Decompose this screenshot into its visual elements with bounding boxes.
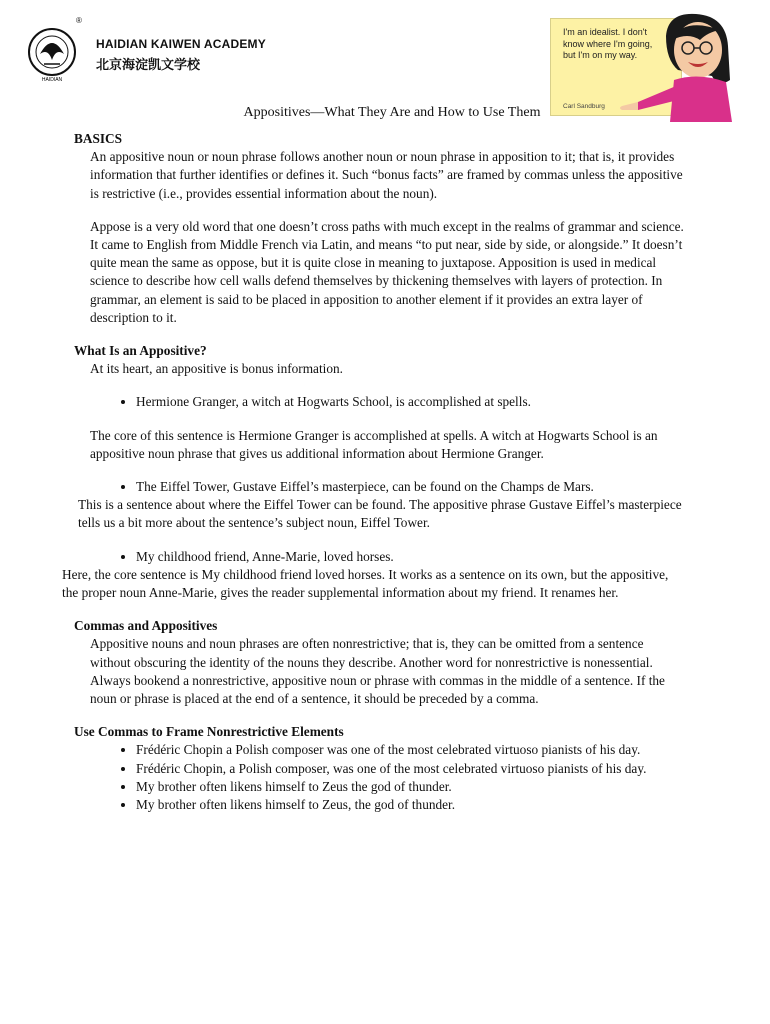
heading-basics: BASICS	[74, 131, 123, 146]
quote-text: I'm an idealist. I don't know where I'm going, but I'm on my way.	[563, 27, 653, 60]
list-item: • My brother often likens himself to Zeus the god of thunder.	[136, 778, 684, 796]
registered-mark: ®	[76, 16, 82, 25]
document-title: Appositives—What They Are and How to Use Them	[243, 105, 541, 120]
basics-paragraph-1: An appositive noun or noun phrase follows another noun or noun phrase in apposition to it; that is, it provides information that further identifies or defines it. Such “bonus facts” are framed by commas unless the appositive is restrictive (i.e., provides essential information about the noun).	[90, 149, 683, 201]
example-list-3	[74, 548, 684, 566]
heading-commas-and-appositives: Commas and Appositives	[74, 618, 218, 634]
list-item: • Frédéric Chopin, a Polish composer, was one of the most celebrated virtuoso pianists of his day.	[136, 760, 684, 778]
academy-seal-logo	[26, 24, 78, 84]
what-is-paragraph-2: This is a sentence about where the Eiffel Tower can be found. The appositive phrase Gustave Eiffel’s masterpiece tells us a bit more about the sentence’s subject noun, Eiffel Tower.	[78, 497, 682, 531]
svg-text:HAIDIAN: HAIDIAN	[41, 77, 63, 83]
heading-what-is-appositive: What Is an Appositive?	[74, 343, 207, 359]
list-item: • The Eiffel Tower, Gustave Eiffel’s masterpiece, can be found on the Champs de Mars.	[136, 478, 684, 496]
what-is-intro: At its heart, an appositive is bonus information.	[90, 361, 343, 377]
heading-use-commas: Use Commas to Frame Nonrestrictive Elements	[74, 724, 344, 740]
document-header	[22, 10, 748, 120]
list-item: • Frédéric Chopin a Polish composer was one of the most celebrated virtuoso pianists of his day.	[136, 741, 684, 759]
example-list-1	[74, 393, 684, 411]
list-item: • My childhood friend, Anne-Marie, loved horses.	[136, 548, 684, 566]
example-list-2	[74, 478, 684, 496]
what-is-paragraph-3: Here, the core sentence is My childhood friend loved horses. It works as a sentence on its own, but the appositive, the proper noun Anne-Marie, gives the reader supplemental information about my friend. It renames her.	[62, 566, 669, 601]
commas-paragraph: Appositive nouns and noun phrases are often nonrestrictive; that is, they can be omitted from a sentence without obscuring the identity of the nouns they describe. Another word for nonrestrictive is nonessential. Always bookend a nonrestrictive, appositive noun or phrase with commas in the middle of a sentence. If the noun or phrase is placed at the end of a sentence, it should be preceded by a comma.	[90, 636, 665, 707]
basics-paragraph-2: Appose is a very old word that one doesn’t cross paths with much except in the realms of grammar and science. It came to English from Middle French via Latin, and means “to put near, side by side, or alongside.” It doesn’t quite mean the same as oppose, but it is quite close in meaning to juxtapose. Apposition is used in medical science to describe how cell walls defend themselves by thickening themselves with layers of protection. In grammar, an element is said to be placed in apposition to another element if it provides an extra layer of description to it.	[90, 218, 684, 325]
what-is-paragraph-1: The core of this sentence is Hermione Granger is accomplished at spells. A witch at Hogwarts School is an appositive noun phrase that gives us additional information about Hermione Granger.	[90, 427, 658, 461]
comma-examples-list	[74, 741, 684, 814]
quote-author: Carl Sandburg	[563, 103, 605, 110]
academy-name-chinese: 北京海淀凯文学校	[96, 58, 201, 73]
document-body	[62, 130, 684, 814]
list-item: • My brother often likens himself to Zeus, the god of thunder.	[136, 796, 684, 814]
academy-name-english: HAIDIAN KAIWEN ACADEMY	[96, 37, 266, 51]
list-item: • Hermione Granger, a witch at Hogwarts School, is accomplished at spells.	[136, 393, 684, 411]
